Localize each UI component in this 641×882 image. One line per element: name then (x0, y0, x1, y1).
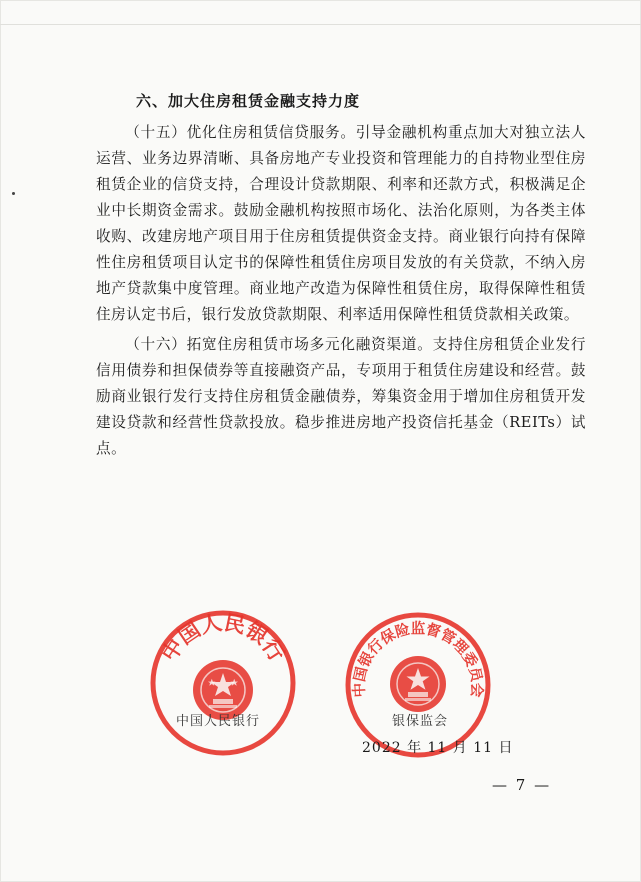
national-emblem-icon (390, 656, 446, 712)
section-heading: 六、加大住房租赁金融支持力度 (136, 92, 361, 110)
seal-right-text: 中国银行保险监督管理委员会 (351, 621, 485, 698)
page-number: — 7 — (492, 776, 552, 794)
pboc-seal (148, 608, 298, 758)
signature-right: 银保监会 (392, 714, 449, 729)
page-fold-line (0, 24, 641, 25)
svg-text:中国人民银行 (157, 610, 289, 665)
seal-left-text: 中国人民银行 (156, 610, 290, 666)
document-body (96, 88, 586, 466)
scan-mark (12, 192, 15, 195)
paragraph-16: （十六）拓宽住房租赁市场多元化融资渠道。支持住房租赁企业发行信用债券和担保债券等直接融资产品，专项用于租赁住房建设和经营。鼓励商业银行发行支持住房租赁金融债券，筹集资金用于增加住房租赁开发建设贷款和经营性贷款投放。稳步推进房地产投资信托基金（REITs）试点。 (96, 336, 586, 457)
signature-left: 中国人民银行 (176, 714, 261, 729)
paragraph-15: （十五）优化住房租赁信贷服务。引导金融机构重点加大对独立法人运营、业务边界清晰、具备房地产专业投资和管理能力的自持物业型住房租赁企业的信贷支持，合理设计贷款期限、利率和还款方式，积极满足企业中长期资金需求。鼓励金融机构按照市场化、法治化原则，为各类主体收购、改建房地产项目用于住房租赁提供资金支持。商业银行向持有保障性住房租赁项目认定书的保障性租赁住房项目发放的有关贷款，不纳入房地产贷款集中度管理。商业地产改造为保障性租赁住房，取得保障性租赁住房认定书后，银行发放贷款期限、利率适用保障性租赁贷款相关政策。 (96, 124, 586, 323)
document-date: 2022 年 11 月 11 日 (362, 740, 514, 756)
